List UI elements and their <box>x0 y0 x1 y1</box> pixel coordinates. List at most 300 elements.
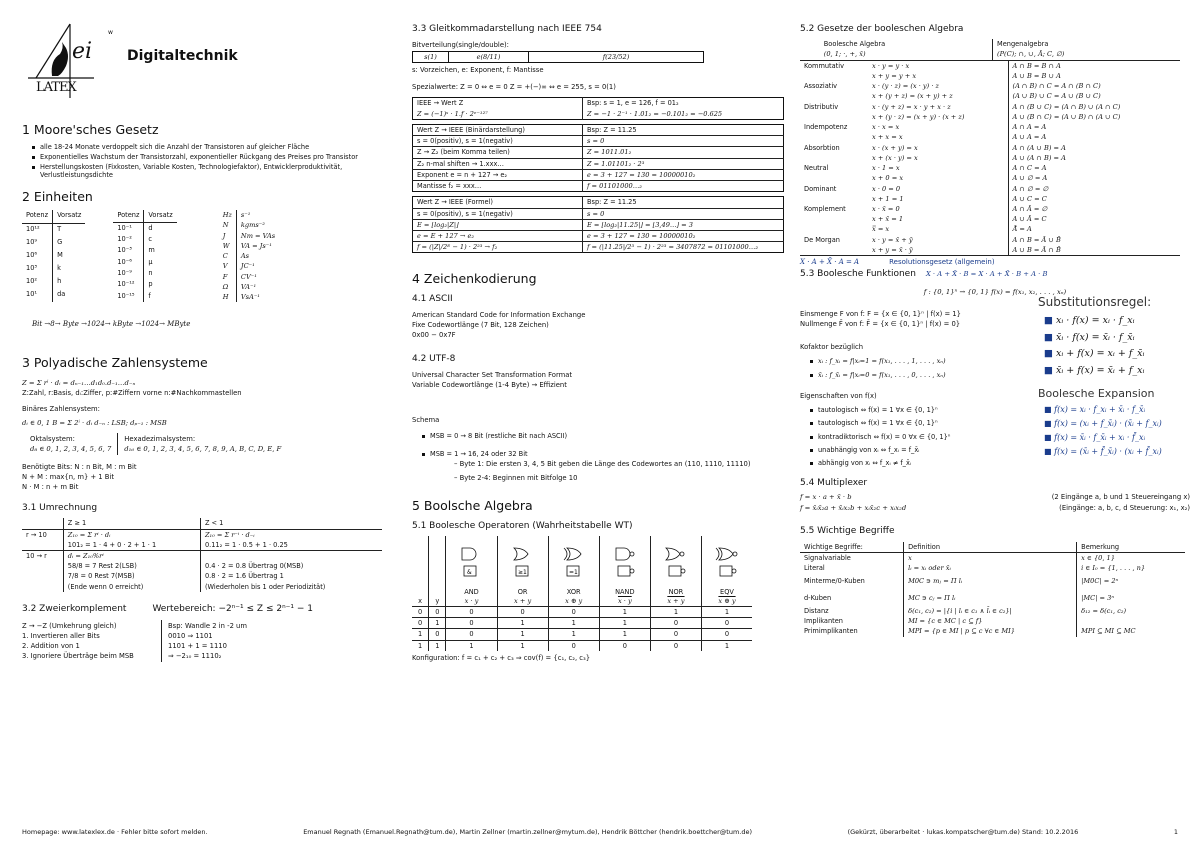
table-row <box>22 540 382 551</box>
table-header: Definition <box>904 542 1077 553</box>
table-row <box>800 153 1180 163</box>
table-cell <box>800 224 868 234</box>
zweier-header <box>22 604 392 615</box>
table-cell: Signalvariable <box>800 552 904 563</box>
gate-expr: x + y <box>667 596 685 605</box>
table-cell: 1 <box>497 640 548 651</box>
table-row <box>800 563 1185 573</box>
table-cell: 0 <box>446 618 497 629</box>
funktion-def: f : {0, 1}ⁿ → {0, 1} f(x) = f(x₁, x₂, . . . , xₙ) <box>923 288 1067 297</box>
funktionen-left <box>800 309 1032 473</box>
table-row <box>800 81 1180 91</box>
table-cell: (A ∩ B) ∩ C = A ∩ (B ∩ C) <box>1012 82 1101 91</box>
resolution-left: X · A + X̄ · A = A <box>800 258 860 267</box>
table-cell: 0 <box>548 640 599 651</box>
table-cell <box>22 540 63 551</box>
table-row <box>800 71 1180 81</box>
table-row <box>22 529 382 540</box>
footer <box>22 828 1178 836</box>
section-ascii-title: 4.1 ASCII <box>412 294 453 305</box>
table-cell: 0 <box>429 606 446 617</box>
table-cell: (A ∪ B) ∪ C = A ∪ (B ∪ C) <box>1012 92 1101 101</box>
table-row <box>22 276 85 289</box>
bits-line: Benötigte Bits: N : n Bit, M : m Bit <box>22 462 137 471</box>
table-cell: A ∪ ∅ = A <box>1012 174 1048 183</box>
table-row <box>800 626 1185 636</box>
table-cell: Z = (−1)ˢ · 1.f · 2ᵉ⁻¹²⁷ <box>413 109 583 120</box>
mux-note: (2 Eingänge a, b und 1 Steuereingang x) <box>1051 493 1190 502</box>
table-cell: Implikanten <box>800 616 904 626</box>
table-row <box>800 102 1180 112</box>
table-cell: VA⁻¹ <box>240 282 257 291</box>
bullet: ■ <box>1044 348 1056 360</box>
umrechnung-table <box>22 518 382 592</box>
table-cell: 1 <box>497 618 548 629</box>
table-row <box>412 606 752 617</box>
table-cell: G <box>57 238 63 247</box>
table-cell: x̿ = x <box>868 224 1008 234</box>
begriffe-table <box>800 542 1185 637</box>
table-cell: s = 0(positiv), s = 1(negativ) <box>413 136 583 147</box>
table-cell: Neutral <box>804 164 829 173</box>
table-cell: 0 <box>548 606 599 617</box>
table-cell: A ∪ Ā = C <box>1012 215 1047 224</box>
table-cell: 10² <box>22 276 53 289</box>
table-cell <box>800 153 868 163</box>
table-header: Potenz <box>22 210 53 224</box>
table-cell: r → 10 <box>22 529 63 540</box>
eqv-gate-icon <box>712 544 742 588</box>
list-item <box>1044 315 1190 327</box>
section-gesetze-title: 5.2 Gesetze der booleschen Algebra <box>800 24 964 34</box>
table-cell: µ <box>148 257 153 266</box>
table-header: Potenz <box>113 210 144 222</box>
table-cell: Mantisse f₂ = xxx… <box>413 181 583 192</box>
bit-byte-line: Bit →8→ Byte →1024→ kByte →1024→ MByte <box>32 320 191 329</box>
table-cell: C <box>219 251 237 261</box>
table-cell: x + (y · z) = (x + y) · (x + z) <box>868 112 1008 122</box>
table-row <box>800 616 1185 626</box>
nullmenge: Nullmenge F̄ von f: F̄ = {x ∈ {0, 1}ⁿ | f(x) = 0} <box>800 320 961 329</box>
table-cell <box>22 561 63 571</box>
table-row <box>800 573 1185 589</box>
table-row <box>22 550 382 561</box>
table-cell: A ∪ C = C <box>1012 194 1047 203</box>
subst-text: xᵢ · f(x) = xᵢ · f_xᵢ <box>1056 314 1135 326</box>
table-cell: da <box>57 290 66 299</box>
table-cell <box>800 245 868 256</box>
einsmenge: Einsmenge F von f: F = {x ∈ {0, 1}ⁿ | f(x) = 1} <box>800 310 961 319</box>
wahrheitstabelle <box>412 536 752 650</box>
table-cell: c <box>148 235 153 244</box>
table-cell: Nm = VAs <box>240 231 276 240</box>
table-row <box>219 220 279 230</box>
gate-label: EQV <box>720 588 734 597</box>
gate-expr: x ⊕ y <box>565 596 583 605</box>
table-cell <box>22 582 63 592</box>
table-cell: s⁻¹ <box>240 211 251 220</box>
table-header: Wichtige Begriffe: <box>800 542 904 553</box>
table-cell: JC⁻¹ <box>240 262 255 271</box>
table-header: Vorsatz <box>148 211 173 220</box>
table-row <box>800 143 1180 153</box>
footer-homepage: Homepage: www.latexlex.de · Fehler bitte sofort melden. <box>22 828 208 836</box>
list-item: – Byte 1: Die ersten 3, 4, 5 Bit geben die Länge des Codewortes an (110, 1110, 11110) <box>454 460 751 469</box>
table-cell: 10⁶ <box>22 250 53 263</box>
column-3 <box>800 20 1190 637</box>
table-cell: e = 3 + 127 = 130 = 10000010₂ <box>587 232 696 241</box>
binaer-line: dᵢ ∈ 0, 1 B = Σ 2ⁱ · dᵢ d₋ₙ : LSB; dₚ₋₁ : MSB <box>22 418 167 427</box>
header-block <box>22 20 392 100</box>
list-item: Exponentielles Wachstum der Transistorzahl, exponentieller Rückgang des Preises pro Transistor <box>32 153 392 161</box>
section-moore-title: 1 Moore'sches Gesetz <box>22 122 159 137</box>
table-cell: Minterme/0-Kuben <box>800 573 904 589</box>
table-cell: Z = 1011.01₂ <box>587 148 632 157</box>
table-cell <box>800 132 868 142</box>
footer-authors: Emanuel Regnath (Emanuel.Regnath@tum.de), Martin Zellner (martin.zellner@mytum.de), Hendrik Böttcher (hendrik.boettcher@tum.de) <box>303 828 753 836</box>
table-cell: VA = Js⁻¹ <box>240 241 272 250</box>
table-cell: 10⁻⁶ <box>113 257 144 268</box>
table-row <box>219 261 279 271</box>
table-cell: N <box>219 220 237 230</box>
table-cell: A ∩ ∅ = ∅ <box>1012 184 1049 193</box>
zweier-step: 3. Ignoriere Überträge beim MSB <box>22 651 134 660</box>
table-cell: 10⁻³ <box>113 245 144 256</box>
table-cell: s = 0 <box>587 137 605 146</box>
table-row <box>113 245 176 256</box>
nand-gate-icon <box>610 544 640 588</box>
resolution-formula: X · A + X̄ · B = X · A + X̄ · B + A · B <box>925 269 1048 278</box>
table-cell: A ∩ Ā = ∅ <box>1012 205 1048 213</box>
table-row <box>219 272 279 282</box>
table-row <box>800 204 1180 214</box>
table-cell: 10¹ <box>22 289 53 302</box>
table-row <box>413 136 784 147</box>
bits-block <box>22 463 392 491</box>
table-header: (P(C); ∩, ∪, Ā; C, ∅) <box>997 50 1065 59</box>
zweier-example: ⇒ −2₁₀ = 1110₂ <box>168 651 222 660</box>
table-row <box>22 561 382 571</box>
table-row <box>800 132 1180 142</box>
list-item: tautologisch ⇔ f(x) = 1 ∀x ∈ {0, 1}ⁿ <box>810 406 1032 414</box>
list-item: abhängig von xᵢ ⇔ f_xᵢ ≠ f_x̄ᵢ <box>810 459 1032 467</box>
table-cell: 1 <box>446 640 497 651</box>
table-cell: F <box>219 272 237 282</box>
kofaktor-list <box>810 357 1032 379</box>
hex-line: d₁₆ ∈ 0, 1, 2, 3, 4, 5, 6, 7, 8, 9, A, B, C, D, E, F <box>124 444 282 453</box>
gate-and <box>446 536 497 606</box>
gate-expr: x · y <box>617 596 632 605</box>
ieee-field-table <box>412 51 704 63</box>
table-row <box>113 268 176 279</box>
table-row <box>413 197 784 208</box>
table-row <box>413 208 784 219</box>
table-row <box>413 242 784 253</box>
table-cell: 10⁻¹⁵ <box>113 291 144 302</box>
table-cell: x · (y · z) = (x · y) · z <box>868 81 1008 91</box>
section-boolesche-title: 5 Boolsche Algebra <box>412 498 533 514</box>
ieee-spezial: Spezialwerte: Z = 0 ⇔ e = 0 Z = +(−)∞ ⇔ e = 255, s = 0(1) <box>412 82 616 91</box>
table-cell: 1 <box>429 640 446 651</box>
table-cell: W <box>219 241 237 251</box>
table-cell: h <box>57 277 62 286</box>
section-polyadisch-title: 3 Polyadische Zahlensysteme <box>22 355 208 371</box>
table-row <box>800 224 1180 234</box>
table-cell: M <box>57 251 63 260</box>
list-item <box>1044 447 1190 457</box>
gate-label: AND <box>464 588 479 597</box>
table-row <box>413 158 784 169</box>
table-cell: f <box>148 291 151 300</box>
table-row <box>800 122 1180 132</box>
footer-stand: (Gekürzt, überarbeitet · lukas.kompatscher@tum.de) Stand: 10.2.2016 <box>847 828 1079 836</box>
table-cell: s = 0(positiv), s = 1(negativ) <box>413 208 583 219</box>
list-item: unabhängig von xᵢ ⇔ f_xᵢ = f_x̄ᵢ <box>810 446 1032 454</box>
bitverteilung-label: Bitverteilung(single/double): <box>412 41 509 50</box>
table-cell: x · x̄ = 0 <box>868 204 1008 214</box>
table-cell: 1 <box>548 618 599 629</box>
table-cell: 10⁻¹² <box>113 279 144 290</box>
bullet: ■ <box>1044 418 1055 428</box>
nor-gate-icon <box>661 544 691 588</box>
gesetze-table <box>800 39 1180 60</box>
polyadisch-legend: Z:Zahl, r:Basis, dᵢ:Ziffer, p:#Ziffern vorne n:#Nachkommastellen <box>22 388 242 397</box>
table-row <box>800 552 1185 563</box>
gate-eqv <box>701 536 752 606</box>
prefix-table-small <box>113 210 176 302</box>
svg-text:&: & <box>467 569 473 577</box>
table-cell: 1 <box>724 641 730 650</box>
table-row <box>219 292 279 302</box>
table-row <box>800 590 1185 606</box>
table-cell <box>800 112 868 122</box>
section-zeichen-title: 4 Zeichenkodierung <box>412 271 537 287</box>
ieee-box-2 <box>412 124 784 192</box>
gesetze-rows <box>800 61 1180 256</box>
table-cell: i ∈ I₀ = {1, . . . , n} <box>1081 564 1146 573</box>
sub-item-text: Byte 2-4: Beginnen mit Bitfolge 10 <box>459 473 578 482</box>
table-cell: 0 <box>446 606 497 617</box>
table-cell: d-Kuben <box>800 590 904 606</box>
table-cell: f = 01101000…₂ <box>587 182 642 191</box>
table-cell: (Wiederholen bis 1 oder Periodizität) <box>204 582 326 591</box>
zweier-step: 2. Addition von 1 <box>22 641 80 650</box>
table-cell: 0 <box>650 640 701 651</box>
bullet: ■ <box>1044 432 1055 442</box>
table-cell: x + (y + z) = (x + y) + z <box>868 91 1008 101</box>
table-cell: MC ∋ cⱼ = Π lᵢ <box>904 590 1077 606</box>
table-cell: f = (|Z|/2ᴱ − 1) · 2²³ → f₂ <box>413 242 583 253</box>
prefix-table-large <box>22 210 85 302</box>
table-cell: Wert Z → IEEE (Formel) <box>413 197 583 208</box>
ascii-line: Fixe Codewortlänge (7 Bit, 128 Zeichen) <box>412 321 549 330</box>
svg-text:ei: ei <box>72 39 93 64</box>
table-cell: A ∩ (A ∪ B) = A <box>1012 143 1066 152</box>
bits-line: N · M : n + m Bit <box>22 482 79 491</box>
table-cell: s = 0 <box>587 209 605 218</box>
table-cell <box>800 49 820 60</box>
table-cell: x ∈ {0, 1} <box>1081 553 1115 562</box>
table-cell: Komplement <box>804 205 846 213</box>
table-cell: MPI = {p ∈ MI | p ⊆ c ∀c ∈ MI} <box>904 626 1077 636</box>
table-cell: m <box>148 246 155 255</box>
bullet: ■ <box>1044 404 1055 414</box>
gate-nand <box>599 536 650 606</box>
logo <box>22 20 117 100</box>
expansion-list <box>1044 405 1190 457</box>
table-row <box>413 52 704 63</box>
polyadisch-formula: Z = Σ rⁱ · dᵢ = dₙ₋₁…d₁d₀.d₋₁…d₋ₙ <box>22 378 136 387</box>
zweier-left <box>22 620 162 661</box>
table-cell: 1 <box>412 640 429 651</box>
table-cell: 0 <box>599 640 650 651</box>
gate-expr: x + y <box>514 596 532 605</box>
list-item: kontradiktorisch ⇔ f(x) = 0 ∀x ∈ {0, 1}ⁿ <box>810 433 1032 441</box>
table-row <box>22 224 85 238</box>
list-item: MSB = 0 → 8 Bit (restliche Bit nach ASCII) <box>422 432 784 440</box>
gate-row <box>412 536 752 606</box>
or-gate-icon <box>508 544 538 588</box>
gate-label: OR <box>517 588 528 597</box>
table-row <box>800 214 1180 224</box>
table-cell <box>200 550 382 561</box>
table-cell <box>800 91 868 101</box>
gate-nor <box>650 536 701 606</box>
table-cell: 0 <box>650 618 701 629</box>
ascii-line: 0x00 − 0x7F <box>412 331 456 340</box>
table-row <box>800 235 1180 245</box>
table-cell: J <box>219 231 237 241</box>
table-cell: Primimplikanten <box>800 626 904 636</box>
table-cell: x · y = y · x <box>868 61 1008 71</box>
list-item: Herstellungskosten (Fixkosten, Variable Kosten, Technologiefaktor), Entwicklerproduktivität, Verlustleistungsdichte <box>32 163 392 179</box>
table-cell: x + y = y + x <box>868 71 1008 81</box>
table-cell: Assoziativ <box>804 82 838 91</box>
section-zweier-title: 3.2 Zweierkomplement <box>22 603 127 614</box>
table-cell: δ(c₁, c₂) = |{i | lᵢ ∈ c₁ ∧ l̄ᵢ ∈ c₂}| <box>904 606 1077 616</box>
table-cell: n <box>148 269 153 278</box>
ascii-line: American Standard Code for Information Exchange <box>412 311 586 320</box>
funktionen-right <box>1032 294 1190 473</box>
gate-label: NOR <box>668 588 684 597</box>
logo-text: LATEX <box>36 80 76 95</box>
table-cell: 0.4 · 2 = 0.8 Übertrag 0(MSB) <box>204 562 304 571</box>
table-cell: IEEE → Wert Z <box>413 98 583 109</box>
table-header: Bemerkung <box>1081 542 1120 551</box>
table-cell <box>800 194 868 204</box>
table-cell: d <box>148 223 153 232</box>
ieee-box-3 <box>412 196 784 253</box>
table-row <box>219 241 279 251</box>
expansion-text: f(x) = x̄ᵢ · f_x̄ᵢ + xᵢ · f̄_xᵢ <box>1054 432 1146 442</box>
table-row <box>412 618 752 629</box>
section-umrechnung-title: 3.1 Umrechnung <box>22 503 98 514</box>
list-item: alle 18-24 Monate verdoppelt sich die Anzahl der Transistoren auf gleicher Fläche <box>32 143 392 151</box>
table-cell <box>1077 616 1185 626</box>
table-cell: 10⁻⁹ <box>113 268 144 279</box>
list-item <box>1044 348 1190 360</box>
mux-formula: f = x · a + x̄ · b <box>800 493 852 502</box>
table-row <box>219 231 279 241</box>
gate-label: NAND <box>615 588 635 597</box>
table-row <box>113 234 176 245</box>
table-cell: E = ⌊log₂|11.25|⌋ = ⌊3,49…⌋ = 3 <box>587 220 693 229</box>
table-row <box>22 250 85 263</box>
substitution-title: Substitutionsregel: <box>1038 294 1152 309</box>
list-item <box>1044 405 1190 415</box>
sub-item-text: Byte 1: Die ersten 3, 4, 5 Bit geben die Länge des Codewortes an (110, 1110, 11110) <box>459 460 751 469</box>
si-units-table <box>219 210 279 302</box>
oktal-hex-block <box>30 433 392 454</box>
section-utf8-title: 4.2 UTF-8 <box>412 353 456 364</box>
table-row <box>413 181 784 192</box>
table-cell: Z₁₀ = Σ r⁻ⁱ · d₋ᵢ <box>204 530 255 539</box>
and-gate-icon <box>456 544 486 588</box>
table-header: (0, 1; ·, +, x̄) <box>820 49 993 60</box>
zweier-example: Bsp: Wandle 2 in -2 um <box>168 621 247 630</box>
table-row <box>800 39 1180 49</box>
list-item: xᵢ : f_xᵢ = f|xᵢ=1 = f(x₁, . . . , 1, . . . , xₙ) <box>810 357 1032 365</box>
table-row <box>413 98 784 109</box>
table-cell: Distributiv <box>804 102 839 111</box>
table-cell: e = 3 + 127 = 130 = 10000010₂ <box>587 170 696 179</box>
table-cell: Bsp: Z = 11.25 <box>587 125 637 134</box>
substitution-list <box>1044 315 1190 378</box>
table-row <box>219 251 279 261</box>
svg-text:≥1: ≥1 <box>517 569 527 577</box>
table-cell: k <box>57 264 61 273</box>
table-cell: CV⁻¹ <box>240 272 257 281</box>
table-row <box>800 184 1180 194</box>
table-cell: |M0C| = 2ⁿ <box>1081 577 1119 586</box>
table-cell: 1 <box>650 606 701 617</box>
table-row <box>800 49 1180 60</box>
list-item <box>1044 332 1190 344</box>
table-row <box>113 222 176 234</box>
column-1 <box>22 20 392 662</box>
oktal-line: d₈ ∈ 0, 1, 2, 3, 4, 5, 6, 7 <box>30 444 112 453</box>
table-row <box>113 279 176 290</box>
bullet: ■ <box>1044 331 1056 343</box>
mux-note: (Eingänge: a, b, c, d Steuerung: x₁, x₂) <box>1059 503 1190 512</box>
eigenschaften-title: Eigenschaften von f(x) <box>800 391 877 400</box>
table-cell: 1 <box>599 618 650 629</box>
table-cell: y <box>429 536 446 606</box>
table-cell: A ∩ C = A <box>1012 164 1047 173</box>
table-cell: 0 <box>724 630 730 639</box>
table-cell: 1 <box>548 629 599 640</box>
table-row <box>800 194 1180 204</box>
xor-gate-icon <box>559 544 589 588</box>
list-item: MSB = 1 → 16, 24 oder 32 Bit <box>422 450 784 458</box>
table-cell: x <box>904 552 1077 563</box>
table-cell: p <box>148 280 153 289</box>
table-cell: 10¹² <box>22 224 53 238</box>
table-cell: 1 <box>599 606 650 617</box>
list-item <box>1044 433 1190 443</box>
oktal-cell <box>30 433 118 454</box>
expansion-title: Boolesche Expansion <box>1038 387 1155 401</box>
table-cell: x + y = x̄ · ȳ <box>868 245 1008 256</box>
table-cell: f = (|11.25|/2³ − 1) · 2²³ = 3407872 = 01101000…₂ <box>587 243 758 252</box>
table-row <box>800 606 1185 616</box>
table-cell: 10⁹ <box>22 237 53 250</box>
einheiten-block <box>22 210 392 302</box>
table-cell: Z₂ n-mal shiften → 1.xxx… <box>413 158 583 169</box>
table-cell: 10 → r <box>22 550 63 561</box>
table-header: Vorsatz <box>57 211 82 220</box>
expansion-text: f(x) = xᵢ · f_xᵢ + x̄ᵢ · f_x̄ᵢ <box>1054 404 1146 414</box>
